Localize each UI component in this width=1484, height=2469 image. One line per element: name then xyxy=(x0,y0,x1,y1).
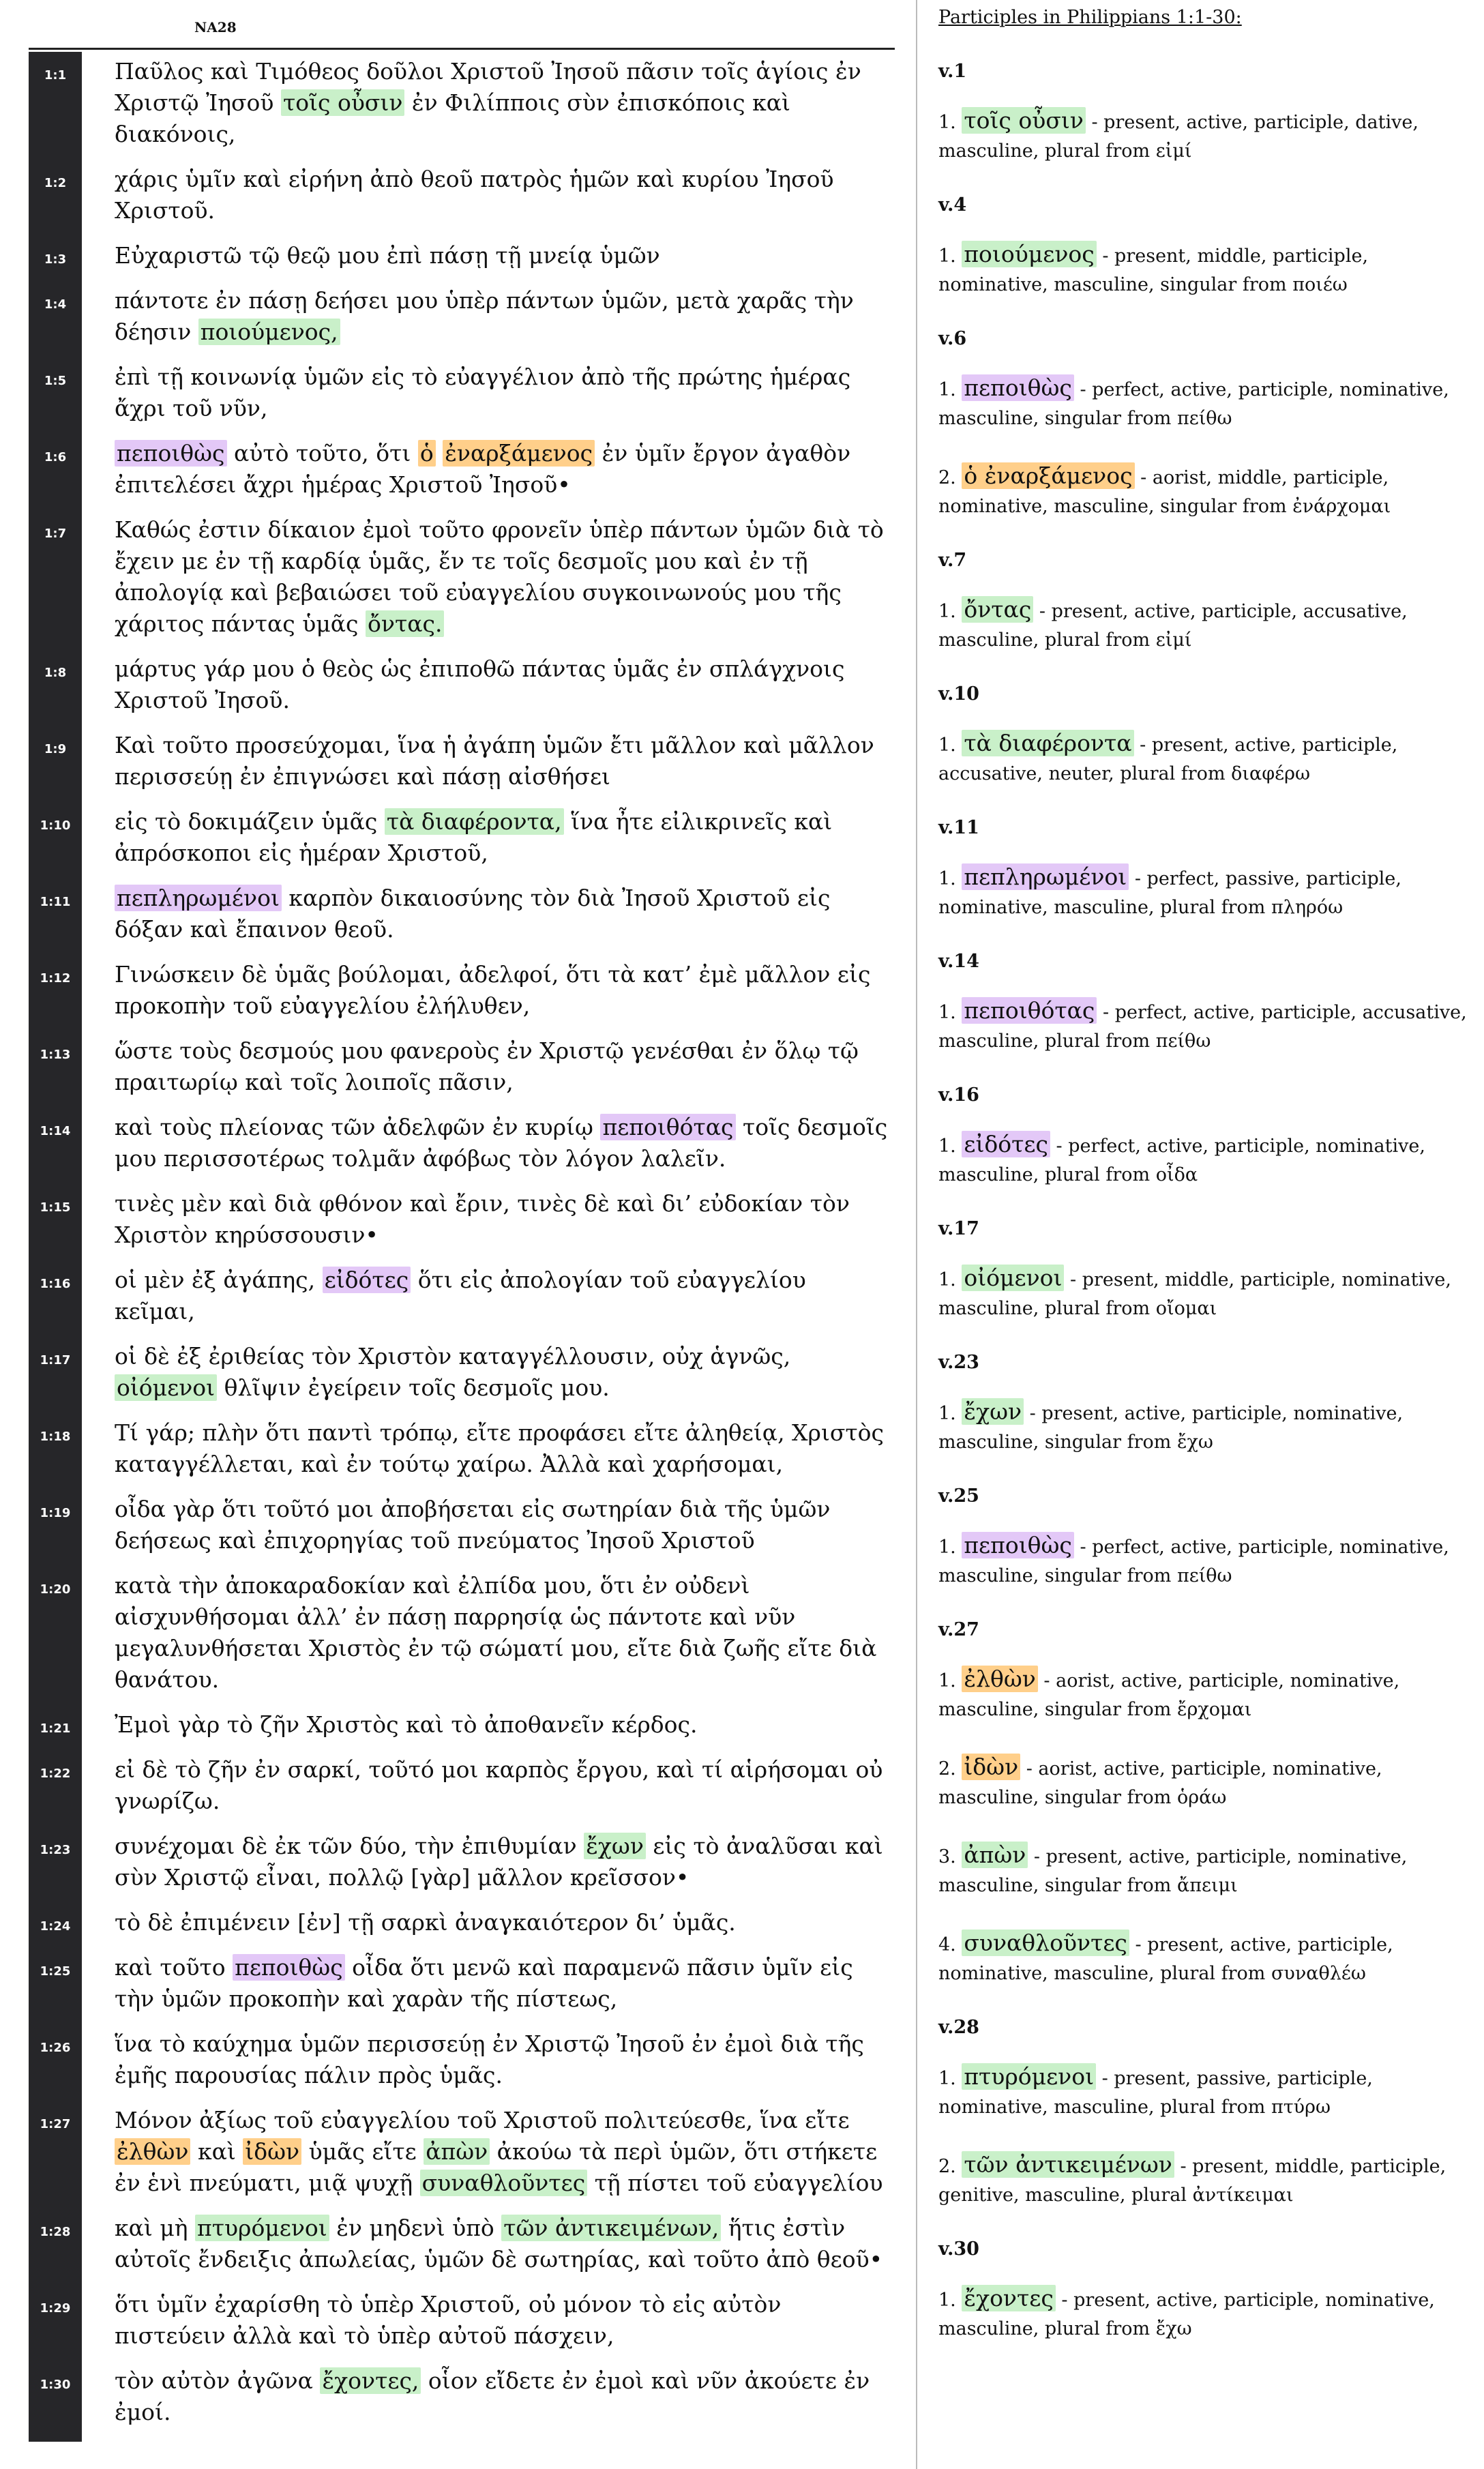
highlighted-participle: εἰδότες xyxy=(323,1267,411,1293)
participle-word: συναθλοῦντες xyxy=(962,1930,1129,1956)
entry-number: 2. xyxy=(938,467,956,488)
notes-verse-heading: v.17 xyxy=(938,1218,979,1239)
verse-number: 1:21 xyxy=(40,1721,71,1736)
participle-word: ἐλθὼν xyxy=(962,1666,1037,1692)
notes-verse-section xyxy=(938,1619,1477,1988)
participle-entry xyxy=(938,462,1477,521)
highlighted-participle: πεπληρωμένοι xyxy=(115,885,282,911)
verse-text xyxy=(115,1035,889,1098)
verse-row xyxy=(29,438,895,501)
verse-row xyxy=(29,1265,895,1327)
participle-word: πεπληρωμένοι xyxy=(962,863,1129,890)
verse-text-segment: ἐν Φιλίπποις σὺν ἐπισκόποις καὶ διακόνοις, xyxy=(115,89,790,147)
verse-row xyxy=(29,1831,895,1893)
participle-word: ἀπὼν xyxy=(962,1842,1028,1868)
notes-verse-heading: v.14 xyxy=(938,951,979,972)
highlighted-participle: ἰδὼν xyxy=(243,2138,301,2165)
verse-row xyxy=(29,1907,895,1938)
verse-number: 1:1 xyxy=(44,68,67,83)
verse-text xyxy=(115,806,889,869)
verse-text-segment: ἀκούω τὰ περὶ ὑμῶν, ὅτι στήκετε ἐν ἑνὶ πνεύματι, μιᾷ ψυχῇ xyxy=(115,2138,878,2196)
verse-text-segment: ὥστε τοὺς δεσμούς μου φανεροὺς ἐν Χριστῷ γενέσθαι ἐν ὅλῳ τῷ πραιτωρίῳ καὶ τοῖς λοιποῖς πᾶσιν, xyxy=(115,1037,859,1095)
verse-number: 1:17 xyxy=(40,1353,71,1367)
verse-text-segment: συνέχομαι δὲ ἐκ τῶν δύο, τὴν ἐπιθυμίαν xyxy=(115,1833,584,1859)
verse-number: 1:20 xyxy=(40,1582,71,1597)
verse-text-segment: τῇ πίστει τοῦ εὐαγγελίου xyxy=(587,2170,883,2196)
notes-verse-section xyxy=(938,817,1477,922)
verse-text-segment: τὸ δὲ ἐπιμένειν [ἐν] τῇ σαρκὶ ἀναγκαιότερον δι’ ὑμᾶς. xyxy=(115,1909,736,1936)
entry-number: 1. xyxy=(938,246,956,267)
verse-text-segment: εἰ δὲ τὸ ζῆν ἐν σαρκί, τοῦτό μοι καρπὸς ἔργου, καὶ τί αἱρήσομαι οὐ γνωρίζω. xyxy=(115,1756,883,1814)
participle-parsing: - present, middle, participle, genitive, masculine, plural ἀντίκειμαι xyxy=(938,2156,1446,2206)
highlighted-participle: ἔχων xyxy=(584,1833,646,1859)
top-rule xyxy=(29,48,895,50)
verse-text xyxy=(115,1265,889,1327)
verse-text-segment: κατὰ τὴν ἀποκαραδοκίαν καὶ ἐλπίδα μου, ὅτι ἐν οὐδενὶ αἰσχυνθήσομαι ἀλλ’ ἐν πάσῃ παρρησίᾳ ὡς πάντοτε καὶ νῦν μεγαλυνθήσεται Χριστὸς ἐν τῷ σώματί μου, εἴτε διὰ ζωῆς εἴτε διὰ θανάτου. xyxy=(115,1572,877,1693)
participle-entry xyxy=(938,1665,1477,1724)
notes-verse-heading: v.4 xyxy=(938,194,967,216)
verse-text-segment: ὅτι εἰς ἀπολογίαν τοῦ εὐαγγελίου κεῖμαι, xyxy=(115,1267,806,1325)
verse-row xyxy=(29,2365,895,2428)
notes-verse-heading: v.23 xyxy=(938,1352,979,1373)
notes-verse-section xyxy=(938,951,1477,1056)
notes-verse-section xyxy=(938,1084,1477,1189)
notes-verse-section xyxy=(938,550,1477,655)
verse-text-segment: ἐν ὑμῖν ἔργον ἀγαθὸν ἐπιτελέσει ἄχρι ἡμέρας Χριστοῦ Ἰησοῦ• xyxy=(115,440,851,498)
participle-word: ποιούμενος xyxy=(962,241,1096,267)
entry-number: 1. xyxy=(938,2290,956,2311)
verse-text-segment: Ἐμοὶ γὰρ τὸ ζῆν Χριστὸς καὶ τὸ ἀποθανεῖν κέρδος. xyxy=(115,1711,698,1738)
verse-text xyxy=(115,56,889,150)
participle-entry xyxy=(938,240,1477,299)
participle-entry xyxy=(938,374,1477,433)
verse-row xyxy=(29,1341,895,1404)
verse-text-segment: ὑμᾶς εἴτε xyxy=(301,2138,424,2165)
highlighted-participle: ἐναρξάμενος xyxy=(443,440,595,467)
participle-parsing: - present, active, participle, accusative, masculine, plural from εἰμί xyxy=(938,601,1408,651)
verse-text-segment xyxy=(436,440,443,467)
participle-parsing: - perfect, passive, participle, nominative, masculine, plural from πληρόω xyxy=(938,868,1401,918)
verse-number: 1:14 xyxy=(40,1124,71,1138)
participle-entry xyxy=(938,1398,1477,1457)
verse-text-segment: ἵνα τὸ καύχημα ὑμῶν περισσεύῃ ἐν Χριστῷ Ἰησοῦ ἐν ἐμοὶ διὰ τῆς ἐμῆς παρουσίας πάλιν πρὸς ὑμᾶς. xyxy=(115,2030,864,2088)
entry-number: 1. xyxy=(938,735,956,756)
entry-number: 1. xyxy=(938,2068,956,2089)
participle-parsing: - perfect, active, participle, accusative, masculine, plural from πείθω xyxy=(938,1002,1467,1052)
verse-text xyxy=(115,2213,889,2275)
notes-verse-heading: v.16 xyxy=(938,1084,979,1106)
participle-parsing: - present, active, participle, accusative, neuter, plural from διαφέρω xyxy=(938,735,1398,784)
column-divider[interactable] xyxy=(916,0,917,2469)
verse-number: 1:11 xyxy=(40,895,71,909)
verse-row xyxy=(29,883,895,945)
highlighted-participle: ὄντας. xyxy=(366,610,444,637)
participle-word: τοῖς οὖσιν xyxy=(962,107,1086,134)
highlighted-participle: οἰόμενοι xyxy=(115,1374,217,1401)
verse-text-segment: εἰς τὸ ἀναλῦσαι καὶ σὺν Χριστῷ εἶναι, πολλῷ [γὰρ] μᾶλλον κρεῖσσον• xyxy=(115,1833,883,1891)
highlighted-participle: ἐλθὼν xyxy=(115,2138,190,2165)
participle-parsing: - perfect, active, participle, nominative, masculine, singular from πείθω xyxy=(938,1537,1449,1586)
verse-number: 1:13 xyxy=(40,1048,71,1062)
notes-verse-section xyxy=(938,1352,1477,1457)
notes-verse-heading: v.7 xyxy=(938,550,967,571)
verse-text-segment: ὅτι ὑμῖν ἐχαρίσθη τὸ ὑπὲρ Χριστοῦ, οὐ μόνον τὸ εἰς αὐτὸν πιστεύειν ἀλλὰ καὶ τὸ ὑπὲρ αὐτοῦ πάσχειν, xyxy=(115,2291,782,2349)
entry-number: 1. xyxy=(938,1670,956,1691)
participle-entry xyxy=(938,106,1477,166)
participle-parsing: - present, active, participle, dative, masculine, plural from εἰμί xyxy=(938,112,1419,162)
verse-number: 1:8 xyxy=(44,666,67,680)
verse-text-segment: Καθώς ἐστιν δίκαιον ἐμοὶ τοῦτο φρονεῖν ὑπὲρ πάντων ὑμῶν διὰ τὸ ἔχειν με ἐν τῇ καρδίᾳ ὑμᾶς, ἔν τε τοῖς δεσμοῖς μου καὶ ἐν τῇ ἀπολογίᾳ καὶ βεβαιώσει τοῦ εὐαγγελίου συγκοινωνούς μου τῆς χάριτος πάντας ὑμᾶς xyxy=(115,516,884,637)
verse-row xyxy=(29,1188,895,1251)
participle-entry xyxy=(938,2063,1477,2122)
participle-parsing: - perfect, active, participle, nominative, masculine, plural from οἶδα xyxy=(938,1136,1425,1185)
verse-row xyxy=(29,240,895,271)
entry-number: 3. xyxy=(938,1846,956,1867)
highlighted-participle: πεποιθὼς xyxy=(115,440,227,467)
participle-notes-panel xyxy=(938,7,1477,2372)
verse-text-segment: καὶ τοὺς πλείονας τῶν ἀδελφῶν ἐν κυρίῳ xyxy=(115,1114,601,1140)
verse-row xyxy=(29,2105,895,2199)
highlighted-participle: ὁ xyxy=(418,440,436,467)
verse-row xyxy=(29,1952,895,2015)
verse-text xyxy=(115,730,889,793)
verse-text xyxy=(115,1494,889,1556)
verse-text-segment: ἥτις ἐστὶν αὐτοῖς ἔνδειξις ἀπωλείας, ὑμῶν δὲ σωτηρίας, καὶ τοῦτο ἀπὸ θεοῦ• xyxy=(115,2215,883,2273)
notes-verse-section xyxy=(938,61,1477,166)
notes-verse-section xyxy=(938,1485,1477,1591)
highlighted-participle: πεποιθότας xyxy=(600,1114,735,1140)
verse-text xyxy=(115,1112,889,1174)
verse-row xyxy=(29,959,895,1022)
verse-number: 1:10 xyxy=(40,818,71,833)
entry-number: 4. xyxy=(938,1934,956,1955)
greek-text-column xyxy=(29,56,895,2442)
participle-word: ὄντας xyxy=(962,596,1033,623)
verse-row xyxy=(29,1570,895,1696)
verse-number: 1:4 xyxy=(44,297,67,312)
verse-text xyxy=(115,438,889,501)
highlighted-participle: ποιούμενος, xyxy=(198,319,340,345)
participle-word: ἰδὼν xyxy=(962,1754,1020,1780)
participle-word: ὁ ἐναρξάμενος xyxy=(962,462,1134,489)
verse-text xyxy=(115,653,889,716)
verse-text xyxy=(115,164,889,226)
notes-verse-section xyxy=(938,194,1477,299)
verse-text xyxy=(115,2289,889,2352)
participle-entry xyxy=(938,2150,1477,2210)
verse-text xyxy=(115,1907,889,1938)
verse-text xyxy=(115,1188,889,1251)
notes-verse-heading: v.6 xyxy=(938,328,967,349)
verse-text-segment: Γινώσκειν δὲ ὑμᾶς βούλομαι, ἀδελφοί, ὅτι τὰ κατ’ ἐμὲ μᾶλλον εἰς προκοπὴν τοῦ εὐαγγελίου ἐλήλυθεν, xyxy=(115,961,871,1019)
verse-text xyxy=(115,2365,889,2428)
entry-number: 1. xyxy=(938,379,956,400)
participle-entry xyxy=(938,2284,1477,2344)
verse-row xyxy=(29,2289,895,2352)
participle-word: τῶν ἀντικειμένων xyxy=(962,2151,1174,2178)
participle-entry xyxy=(938,1753,1477,1812)
verse-text-segment: τινὲς μὲν καὶ διὰ φθόνον καὶ ἔριν, τινὲς δὲ καὶ δι’ εὐδοκίαν τὸν Χριστὸν κηρύσσουσιν• xyxy=(115,1190,850,1248)
entry-number: 1. xyxy=(938,112,956,133)
verse-text-segment: τὸν αὐτὸν ἀγῶνα xyxy=(115,2367,321,2394)
verse-text-segment: Εὐχαριστῶ τῷ θεῷ μου ἐπὶ πάσῃ τῇ μνείᾳ ὑμῶν xyxy=(115,242,660,269)
notes-title: Participles in Philippians 1:1-30: xyxy=(938,7,1242,28)
verse-row xyxy=(29,1417,895,1480)
verse-row xyxy=(29,361,895,424)
participle-entry xyxy=(938,1531,1477,1591)
participle-entry xyxy=(938,996,1477,1056)
verse-number: 1:9 xyxy=(44,742,67,756)
verse-number: 1:29 xyxy=(40,2301,71,2316)
verse-row xyxy=(29,1754,895,1817)
verse-text-segment: μάρτυς γάρ μου ὁ θεὸς ὡς ἐπιποθῶ πάντας ὑμᾶς ἐν σπλάγχνοις Χριστοῦ Ἰησοῦ. xyxy=(115,655,845,713)
participle-word: πεποιθὼς xyxy=(962,374,1074,401)
notes-verse-section xyxy=(938,2238,1477,2344)
participle-parsing: - aorist, active, participle, nominative, masculine, singular from ἔρχομαι xyxy=(938,1670,1400,1720)
notes-verse-section xyxy=(938,2017,1477,2210)
entry-number: 1. xyxy=(938,1403,956,1424)
verse-text xyxy=(115,285,889,348)
verse-number: 1:6 xyxy=(44,450,67,464)
verse-text-segment: ἐν μηδενὶ ὑπὸ xyxy=(329,2215,502,2241)
highlighted-participle: πτυρόμενοι xyxy=(195,2215,329,2241)
participle-entry xyxy=(938,863,1477,922)
participle-word: ἔχοντες xyxy=(962,2285,1055,2311)
verse-text-segment: οἶδα γὰρ ὅτι τοῦτό μοι ἀποβήσεται εἰς σωτηρίαν διὰ τῆς ὑμῶν δεήσεως καὶ ἐπιχορηγίας τοῦ πνεύματος Ἰησοῦ Χριστοῦ xyxy=(115,1496,831,1554)
verse-row xyxy=(29,56,895,150)
verse-text xyxy=(115,361,889,424)
entry-number: 1. xyxy=(938,601,956,622)
verse-text-segment: οἶδα ὅτι μενῶ καὶ παραμενῶ πᾶσιν ὑμῖν εἰς τὴν ὑμῶν προκοπὴν καὶ χαρὰν τῆς πίστεως, xyxy=(115,1954,853,2012)
participle-entry xyxy=(938,1264,1477,1323)
verse-row xyxy=(29,285,895,348)
participle-parsing: - present, active, participle, nominative, masculine, plural from ἔχω xyxy=(938,2290,1435,2339)
verse-text xyxy=(115,1417,889,1480)
verse-text xyxy=(115,1709,889,1741)
notes-verse-heading: v.1 xyxy=(938,61,967,82)
participle-word: πτυρόμενοι xyxy=(962,2063,1096,2090)
verse-text-segment: Καὶ τοῦτο προσεύχομαι, ἵνα ἡ ἀγάπη ὑμῶν ἔτι μᾶλλον καὶ μᾶλλον περισσεύῃ ἐν ἐπιγνώσει καὶ πάσῃ αἰσθήσει xyxy=(115,732,874,790)
participle-parsing: - perfect, active, participle, nominative, masculine, singular from πείθω xyxy=(938,379,1449,429)
verse-text-segment: Παῦλος καὶ Τιμόθεος δοῦλοι Χριστοῦ Ἰησοῦ πᾶσιν τοῖς ἁγίοις ἐν Χριστῷ Ἰησοῦ xyxy=(115,58,861,116)
verse-number: 1:27 xyxy=(40,2117,71,2131)
participle-parsing: - present, active, participle, nominative, masculine, singular from ἔχω xyxy=(938,1403,1404,1453)
verse-number: 1:25 xyxy=(40,1964,71,1979)
verse-text xyxy=(115,1952,889,2015)
highlighted-participle: ἔχοντες, xyxy=(320,2367,421,2394)
verse-text xyxy=(115,2028,889,2091)
participle-parsing: - aorist, active, participle, nominative, masculine, singular from ὁράω xyxy=(938,1758,1382,1808)
highlighted-participle: συναθλοῦντες xyxy=(420,2170,588,2196)
highlighted-participle: πεποιθὼς xyxy=(233,1954,345,1981)
participle-word: τὰ διαφέροντα xyxy=(962,730,1133,756)
verse-row xyxy=(29,806,895,869)
verse-number: 1:30 xyxy=(40,2378,71,2392)
verse-number: 1:22 xyxy=(40,1766,71,1781)
verse-number: 1:18 xyxy=(40,1430,71,1444)
entry-number: 2. xyxy=(938,1758,956,1779)
verse-text xyxy=(115,240,889,271)
verse-text-segment: οἱ μὲν ἐξ ἀγάπης, xyxy=(115,1267,323,1293)
notes-verse-section xyxy=(938,1218,1477,1323)
entry-number: 1. xyxy=(938,1136,956,1157)
highlighted-participle: ἀπὼν xyxy=(424,2138,490,2165)
participle-entry xyxy=(938,595,1477,655)
participle-parsing: - aorist, middle, participle, nominative, masculine, singular from ἐνάρχομαι xyxy=(938,467,1391,517)
verse-number: 1:28 xyxy=(40,2225,71,2239)
verse-number: 1:16 xyxy=(40,1277,71,1291)
notes-verse-heading: v.27 xyxy=(938,1619,979,1640)
verse-number: 1:15 xyxy=(40,1200,71,1215)
entry-number: 1. xyxy=(938,1002,956,1023)
verse-row xyxy=(29,730,895,793)
entry-number: 2. xyxy=(938,2156,956,2177)
verse-text xyxy=(115,514,889,640)
participle-entry xyxy=(938,1841,1477,1900)
verse-text-segment: εἰς τὸ δοκιμάζειν ὑμᾶς xyxy=(115,808,385,835)
verse-number: 1:23 xyxy=(40,1843,71,1857)
verse-text xyxy=(115,883,889,945)
participle-word: πεποιθὼς xyxy=(962,1532,1074,1558)
verse-text-segment: θλῖψιν ἐγείρειν τοῖς δεσμοῖς μου. xyxy=(217,1374,610,1401)
participle-entry xyxy=(938,1929,1477,1988)
verse-text-segment: καὶ xyxy=(190,2138,243,2165)
notes-verse-heading: v.11 xyxy=(938,817,979,838)
participle-parsing: - present, active, participle, nominative, masculine, plural from συναθλέω xyxy=(938,1934,1393,1984)
verse-row xyxy=(29,1494,895,1556)
verse-number: 1:12 xyxy=(40,971,71,986)
verse-number: 1:19 xyxy=(40,1506,71,1520)
verse-text xyxy=(115,2105,889,2199)
verse-number: 1:24 xyxy=(40,1919,71,1934)
edition-label: NA28 xyxy=(194,19,237,35)
verse-text-segment: χάρις ὑμῖν καὶ εἰρήνη ἀπὸ θεοῦ πατρὸς ἡμῶν καὶ κυρίου Ἰησοῦ Χριστοῦ. xyxy=(115,166,834,224)
notes-verse-section xyxy=(938,328,1477,521)
verse-text-segment: αὐτὸ τοῦτο, ὅτι xyxy=(226,440,418,467)
verse-number: 1:3 xyxy=(44,252,67,267)
participle-parsing: - present, middle, participle, nominative, masculine, singular from ποιέω xyxy=(938,246,1369,295)
participle-parsing: - present, middle, participle, nominative, masculine, plural from οἴομαι xyxy=(938,1269,1451,1319)
verse-text-segment: Μόνον ἀξίως τοῦ εὐαγγελίου τοῦ Χριστοῦ πολιτεύεσθε, ἵνα εἴτε xyxy=(115,2107,850,2133)
verse-text xyxy=(115,959,889,1022)
participle-word: πεποιθότας xyxy=(962,997,1097,1024)
verse-row xyxy=(29,653,895,716)
verse-number: 1:2 xyxy=(44,176,67,190)
participle-word: ἔχων xyxy=(962,1398,1024,1425)
verse-row xyxy=(29,2028,895,2091)
highlighted-participle: τῶν ἀντικειμένων, xyxy=(501,2215,721,2241)
verse-text-segment: ἐπὶ τῇ κοινωνίᾳ ὑμῶν εἰς τὸ εὐαγγέλιον ἀπὸ τῆς πρώτης ἡμέρας ἄχρι τοῦ νῦν, xyxy=(115,364,851,422)
highlighted-participle: τὰ διαφέροντα, xyxy=(385,808,564,835)
verse-text xyxy=(115,1754,889,1817)
verse-text-segment: καὶ μὴ xyxy=(115,2215,196,2241)
verse-text-segment: τοῖς δεσμοῖς μου περισσοτέρως τολμᾶν ἀφόβως τὸν λόγον λαλεῖν. xyxy=(115,1114,888,1172)
highlighted-participle: τοῖς οὖσιν xyxy=(281,89,405,116)
notes-verse-section xyxy=(938,683,1477,788)
verse-row xyxy=(29,1112,895,1174)
verse-text-segment: πάντοτε ἐν πάσῃ δεήσει μου ὑπὲρ πάντων ὑμῶν, μετὰ χαρᾶς τὴν δέησιν xyxy=(115,287,854,345)
verse-text-segment: καρπὸν δικαιοσύνης τὸν διὰ Ἰησοῦ Χριστοῦ εἰς δόξαν καὶ ἔπαινον θεοῦ. xyxy=(115,885,831,943)
verse-row xyxy=(29,164,895,226)
verse-text-segment: καὶ τοῦτο xyxy=(115,1954,233,1981)
verse-text xyxy=(115,1341,889,1404)
verse-text-segment: Τί γάρ; πλὴν ὅτι παντὶ τρόπῳ, εἴτε προφάσει εἴτε ἀληθείᾳ, Χριστὸς καταγγέλλεται, καὶ ἐν τούτῳ χαίρω. Ἀλλὰ καὶ χαρήσομαι, xyxy=(115,1419,885,1477)
notes-verse-heading: v.10 xyxy=(938,683,979,705)
verse-text-segment: οἱ δὲ ἐξ ἐριθείας τὸν Χριστὸν καταγγέλλουσιν, οὐχ ἁγνῶς, xyxy=(115,1343,791,1370)
notes-verse-heading: v.30 xyxy=(938,2238,979,2260)
notes-verse-heading: v.28 xyxy=(938,2017,979,2038)
entry-number: 1. xyxy=(938,868,956,889)
verse-text xyxy=(115,1831,889,1893)
verse-row xyxy=(29,1709,895,1741)
participle-entry xyxy=(938,729,1477,788)
verse-text-segment: ἵνα ἦτε εἰλικρινεῖς καὶ ἀπρόσκοποι εἰς ἡμέραν Χριστοῦ, xyxy=(115,808,833,866)
entry-number: 1. xyxy=(938,1269,956,1290)
participle-word: εἰδότες xyxy=(962,1131,1050,1157)
verse-row xyxy=(29,514,895,640)
participle-word: οἰόμενοι xyxy=(962,1265,1064,1291)
verse-text xyxy=(115,1570,889,1696)
verse-row xyxy=(29,1035,895,1098)
entry-number: 1. xyxy=(938,1537,956,1558)
verse-text-segment: οἷον εἴδετε ἐν ἐμοὶ καὶ νῦν ἀκούετε ἐν ἐμοί. xyxy=(115,2367,870,2425)
participle-parsing: - present, passive, participle, nominative, masculine, plural from πτύρω xyxy=(938,2068,1373,2118)
verse-number: 1:26 xyxy=(40,2041,71,2055)
notes-verse-heading: v.25 xyxy=(938,1485,979,1507)
verse-row xyxy=(29,2213,895,2275)
verse-number: 1:7 xyxy=(44,527,67,541)
verse-number: 1:5 xyxy=(44,374,67,388)
participle-parsing: - present, active, participle, nominative, masculine, singular from ἄπειμι xyxy=(938,1846,1408,1896)
participle-entry xyxy=(938,1130,1477,1189)
